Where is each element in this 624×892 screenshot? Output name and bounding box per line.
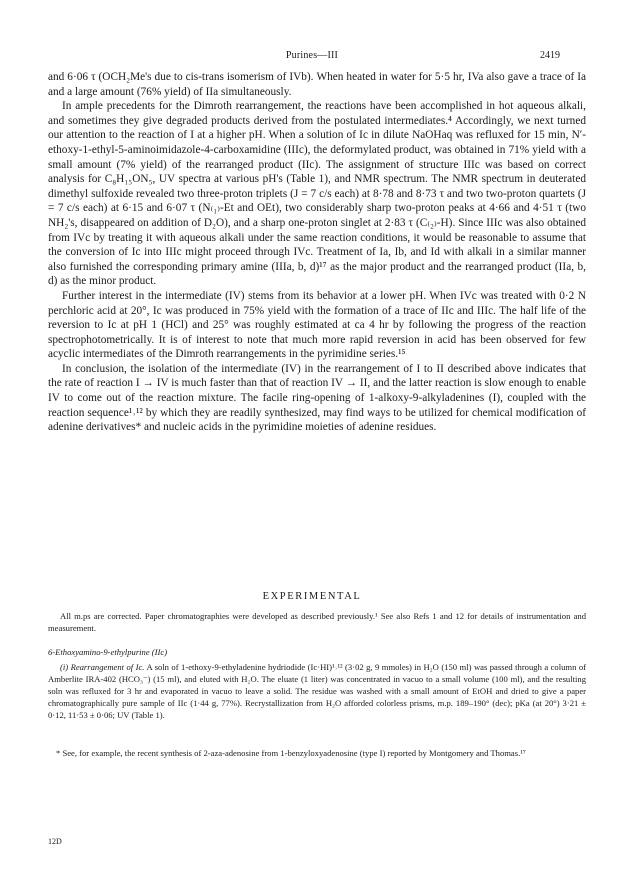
procedure-paragraph (48, 661, 586, 721)
paragraph-continuation: and 6·06 τ (OCH₂Me's due to cis-trans isomerism of IVb). When heated in water for 5·5 hr, IVa also gave a trace of Ia and a large amount (76% yield) of IIa simultaneously. (48, 71, 586, 98)
paragraph-dimroth-alkali: In ample precedents for the Dimroth rearrangement, the reactions have been accomplished in hot aqueous alkali, and sometimes they give degraded products derived from the postulated intermediates.⁴ Accordingly, we next turned our attention to the reaction of I at a higher pH. When a solution of Ic in dilute NaOHaq was refluxed for 15 min, N′-ethoxy-1-ethyl-5-aminoimidazole-4-carboxamidine (IIIc), the deformylated product, was obtained in 71% yield with a small amount (7% yield) of the rearranged product (IIc). The assignment of structure IIIc was based on correct analysis for C₈H₁₅ON₅, UV spectra at various pH's (Table 1), and NMR spectrum. The NMR spectrum in deuterated dimethyl sulfoxide revealed two three-proton triplets (J = 7 c/s each) at 8·78 and 8·73 τ and two two-proton quartets (J = 7 c/s each) at 6·15 and 6·07 τ (N₍₁₎-Et and OEt), two considerably sharp two-proton peaks at 4·66 and 4·51 τ (two NH₂'s, disappeared on addition of D₂O), and a sharp one-proton singlet at 2·83 τ (C₍₂₎-H). Since IIIc was also obtained from IVc by treating it with aqueous alkali under the same reaction conditions, it would be reasonable to assume that the conversion of Ic into IIIc might proceed through IVc. Treatment of Ia, Ib, and Id with alkali in a similar manner also furnished the corresponding primary amine (IIIa, b, d)¹⁷ as the major product and the rearranged product (IIa, b, d) as the minor product. (48, 100, 586, 288)
compound-heading (48, 646, 586, 658)
experimental-intro (48, 610, 586, 634)
footnote (48, 747, 586, 759)
procedure-label: (i) Rearrangement of Ic. (60, 662, 145, 672)
footnote-text: * See, for example, the recent synthesis of 2-aza-adenosine from 1-benzyloxyadenosine (type I) reported by Montgomery and Thomas.¹⁷ (56, 748, 526, 758)
procedure-block (48, 661, 586, 721)
paragraph-lower-ph: Further interest in the intermediate (IV) stems from its behavior at a lower pH. When IVc was treated with 0·2 N perchloric acid at 20°, Ic was produced in 75% yield with the formation of a trace of IIc and IIIc. The half life of the reversion to Ic at pH 1 (HCl) and 25° was roughly estimated at ca 4 hr by following the progress of the reaction spectrophotometrically. It is of interest to note that much more rapid reversion in acid has been observed for few acyclic intermediates of the Dimroth rearrangements in the pyrimidine series.¹⁵ (48, 289, 586, 361)
procedure-text: A soln of 1-ethoxy-9-ethyladenine hydriodide (Ic·HI)¹˒¹² (3·02 g, 9 mmoles) in H₂O (150 ml) was passed through a column of Amberlite IRA-402 (HCO₃⁻) (15 ml), and eluted with H₂O. The eluate (1 liter) was concentrated in vacuo to a small volume (100 ml), and the resulting soln was refluxed for 3 hr and evaporated in vacuo to leave a solid. The residue was washed with a small amount of EtOH and dried to give a paper chromatographically pure sample of IIc (1·44 g, 77%). Recrystallization from H₂O afforded colorless prisms, m.p. 189–190° (dec); pKa (at 20°) 3·21 ± 0·12, 11·53 ± 0·06; UV (Table 1). (48, 662, 586, 720)
experimental-intro-text: All m.ps are corrected. Paper chromatographies were developed as described previously.¹ See also Refs 1 and 12 for details of instrumentation and measurement. (48, 611, 586, 633)
compound-heading-text: 6-Ethoxyamino-9-ethylpurine (IIc) (48, 647, 168, 657)
body-text (48, 70, 586, 435)
paragraph-conclusion: In conclusion, the isolation of the intermediate (IV) in the rearrangement of I to II described above indicates that the rate of reaction I → IV is much faster than that of reaction IV → II, and the latter reaction is slow enough to enable IV to come out of the reaction mixture. The facile ring-opening of 1-alkoxy-9-alkyladenines (I), coupled with the reaction sequence¹˒¹² by which they are readily synthesized, may find ways to be utilized for chemical modification of adenine derivatives* and nucleic acids in the pyrimidine moieties of adenine residues. (48, 362, 586, 434)
page-number: 2419 (540, 50, 560, 61)
experimental-heading: EXPERIMENTAL (262, 591, 362, 602)
running-title: Purines—III (285, 50, 339, 61)
signature-mark: 12D (48, 837, 62, 846)
